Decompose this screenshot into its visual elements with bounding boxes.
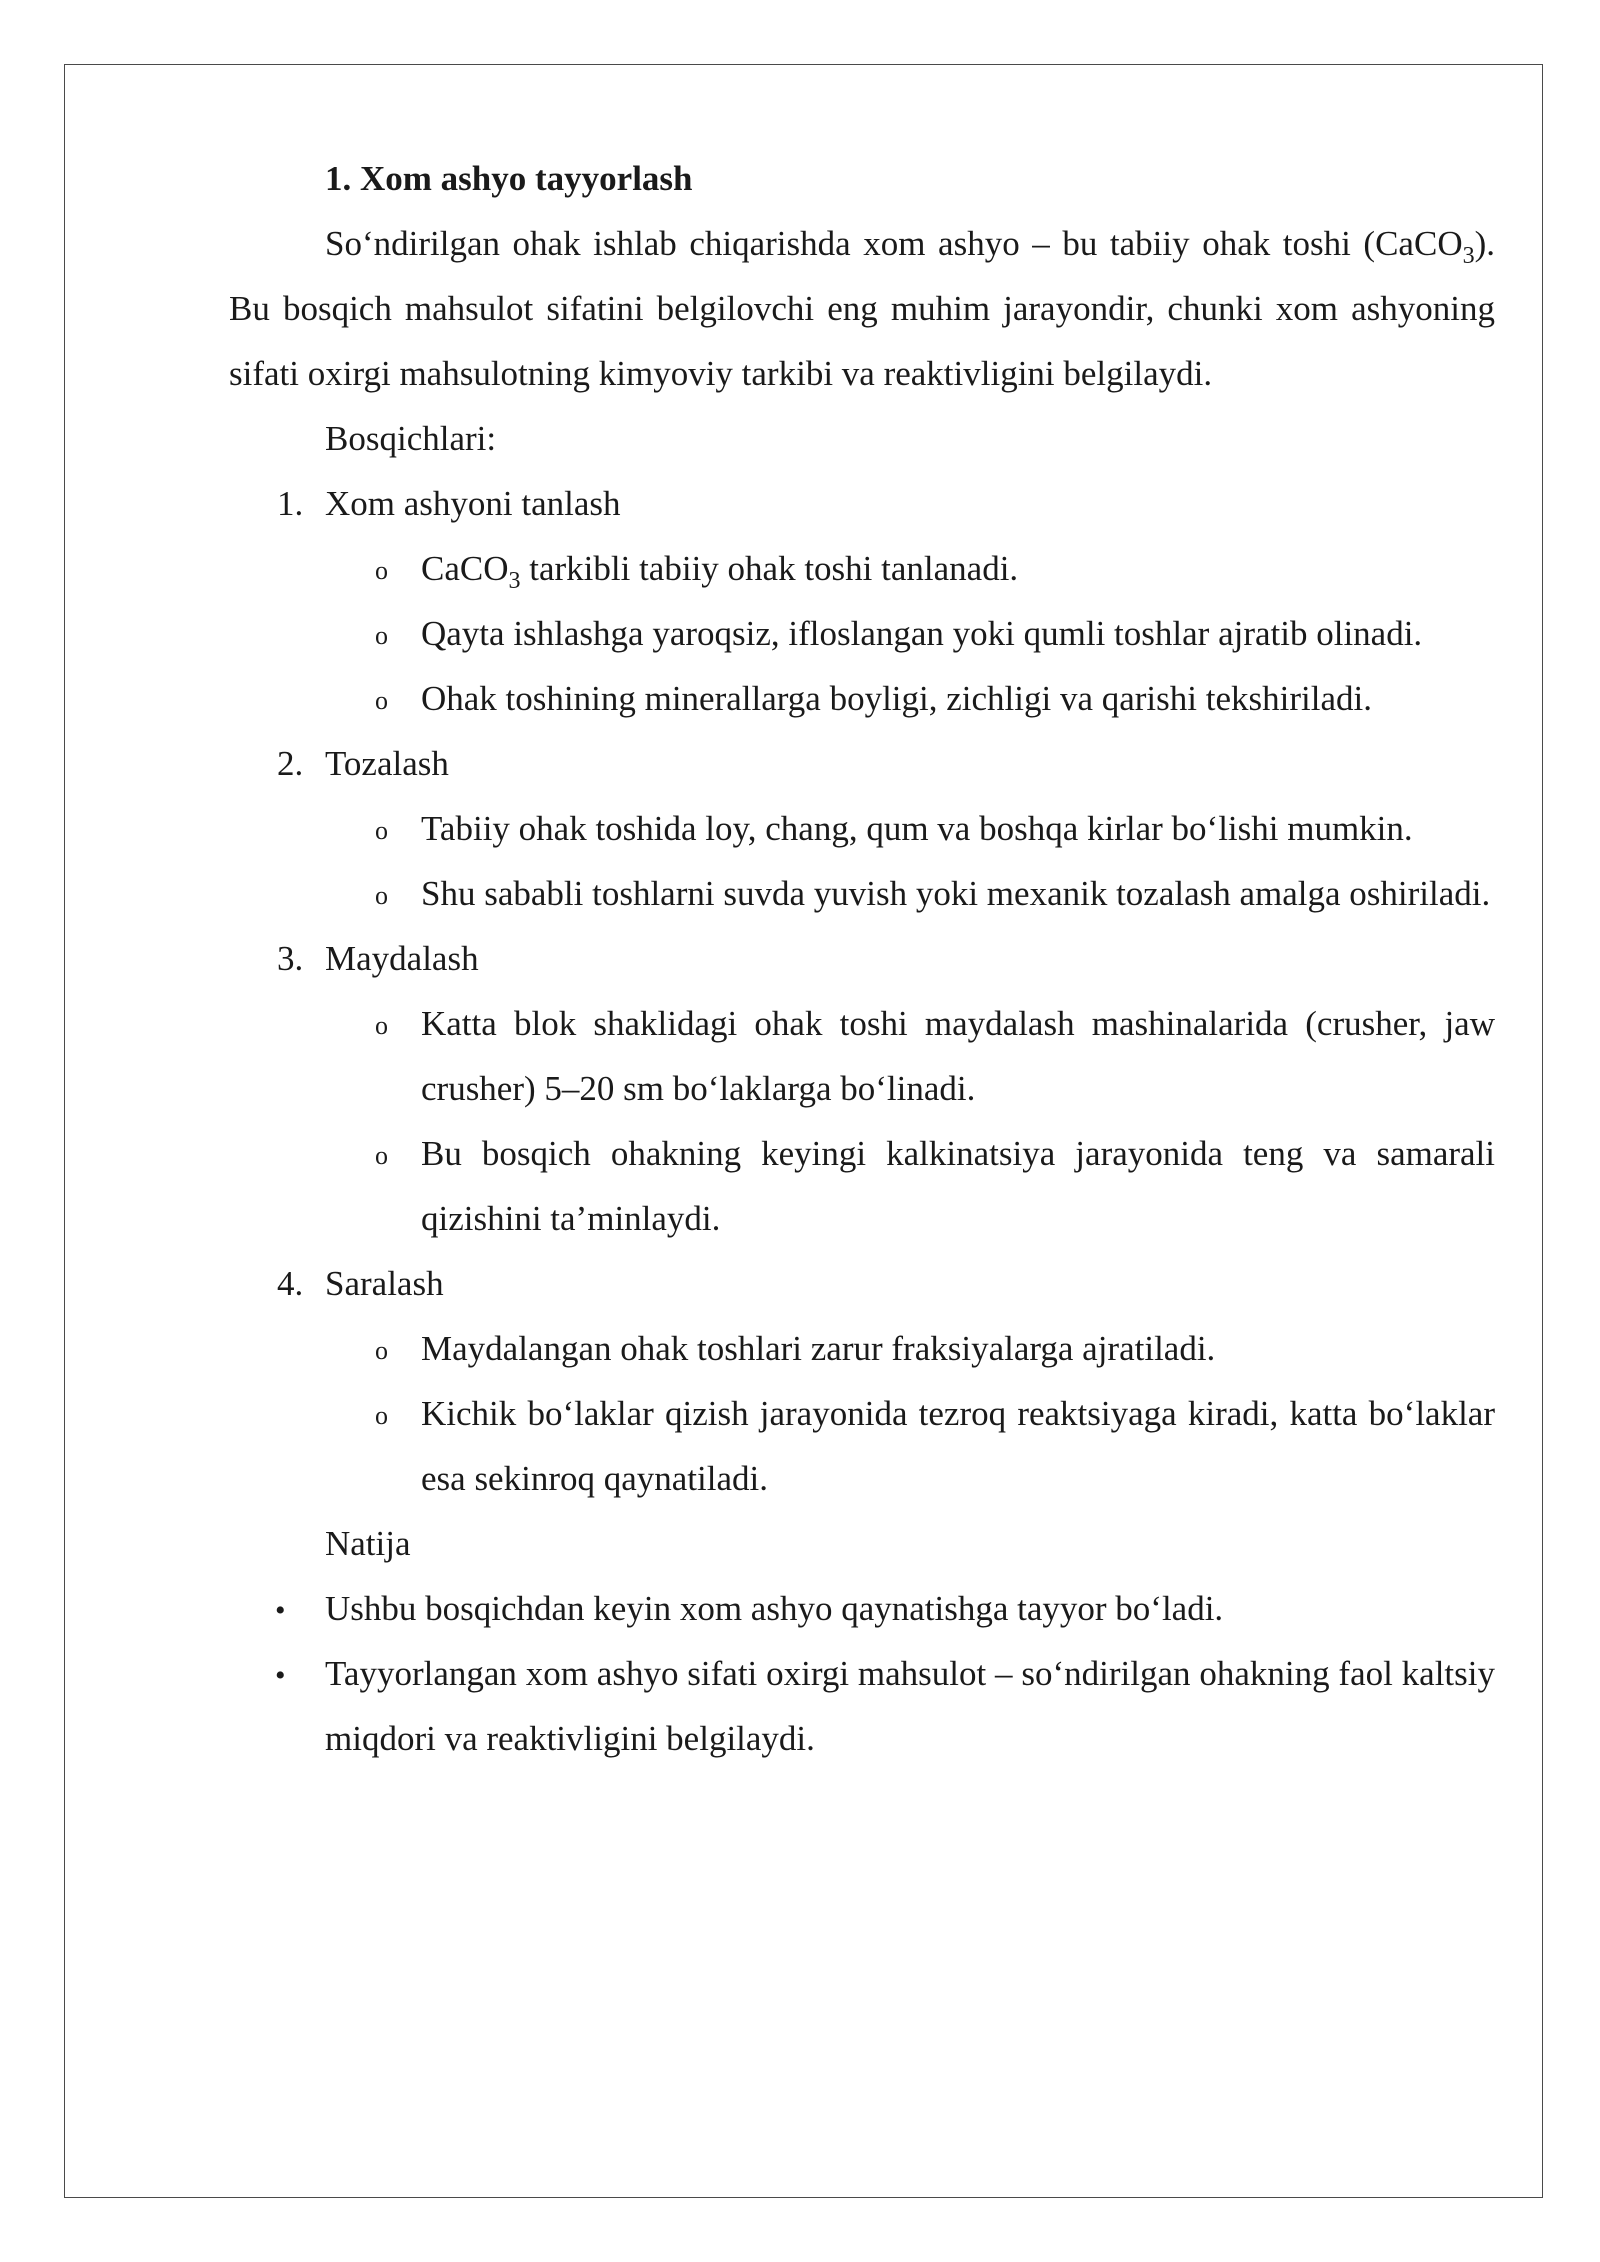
substep-item [229,1316,1495,1381]
substep-item [229,666,1495,731]
substep-text: Tabiiy ohak toshida loy, chang, qum va boshqa kirlar bo‘lishi mumkin. [421,809,1413,848]
step-title-row [229,1251,1495,1316]
section-heading: 1. Xom ashyo tayyorlash [325,159,693,198]
step-title-row [229,471,1495,536]
intro-text-part2: ). Bu bosqich mahsulot sifatini belgilovchi eng muhim jarayondir, chunki xom ashyoning sifati oxirgi mahsulotning kimyoviy tarkibi va reaktivligini belgilaydi. [229,224,1495,393]
substeps-list [229,796,1495,926]
intro-subscript: 3 [1462,243,1475,269]
document-body [229,146,1495,1771]
circle-bullet-icon: o [375,1336,388,1365]
substep-item [229,1381,1495,1511]
substep-text: Ohak toshining minerallarga boyligi, zichligi va qarishi tekshiriladi. [421,679,1372,718]
substep-text: Kichik bo‘laklar qizish jarayonida tezroq reaktsiyaga kiradi, katta bo‘laklar esa sekinroq qaynatiladi. [421,1394,1495,1498]
substeps-list [229,991,1495,1251]
step-title-row [229,731,1495,796]
circle-bullet-icon: o [375,1401,388,1430]
substep-item [229,991,1495,1121]
step-number: 1. [277,484,304,523]
step-item [229,1251,1495,1511]
substep-text: Katta blok shaklidagi ohak toshi maydalash mashinalarida (crusher, jaw crusher) 5–20 sm bo‘laklarga bo‘linadi. [421,1004,1495,1108]
dot-bullet-icon: • [275,1594,286,1627]
circle-bullet-icon: o [375,1141,388,1170]
step-title: Xom ashyoni tanlash [325,484,621,523]
substep-subscript: 3 [508,568,521,594]
substep-item [229,796,1495,861]
step-title: Maydalash [325,939,479,978]
substep-item [229,861,1495,926]
result-item [229,1576,1495,1641]
intro-paragraph [229,211,1495,406]
steps-list [229,471,1495,1511]
result-text: Tayyorlangan xom ashyo sifati oxirgi mahsulot – so‘ndirilgan ohakning faol kaltsiy miqdori va reaktivligini belgilaydi. [325,1654,1495,1758]
step-item [229,926,1495,1251]
circle-bullet-icon: o [375,881,388,910]
step-number: 3. [277,939,304,978]
step-item [229,731,1495,926]
circle-bullet-icon: o [375,686,388,715]
circle-bullet-icon: o [375,816,388,845]
substep-item [229,601,1495,666]
dot-bullet-icon: • [275,1659,286,1692]
substep-item [229,1121,1495,1251]
step-number: 4. [277,1264,304,1303]
steps-label: Bosqichlari: [325,419,497,458]
substep-text: Bu bosqich ohakning keyingi kalkinatsiya jarayonida teng va samarali qizishini ta’minlaydi. [421,1134,1495,1238]
substep-text: CaCO [421,549,509,588]
substep-item [229,536,1495,601]
results-list [229,1576,1495,1771]
substep-text-end: tarkibli tabiiy ohak toshi tanlanadi. [520,549,1019,588]
result-label: Natija [325,1524,411,1563]
substeps-list [229,1316,1495,1511]
circle-bullet-icon: o [375,556,388,585]
substep-text: Shu sababli toshlarni suvda yuvish yoki mexanik tozalash amalga oshiriladi. [421,874,1491,913]
step-title: Saralash [325,1264,444,1303]
step-number: 2. [277,744,304,783]
circle-bullet-icon: o [375,621,388,650]
step-item [229,471,1495,731]
substep-text: Qayta ishlashga yaroqsiz, ifloslangan yoki qumli toshlar ajratib olinadi. [421,614,1423,653]
step-title: Tozalash [325,744,449,783]
step-title-row [229,926,1495,991]
result-text: Ushbu bosqichdan keyin xom ashyo qaynatishga tayyor bo‘ladi. [325,1589,1224,1628]
circle-bullet-icon: o [375,1011,388,1040]
intro-text-part1: So‘ndirilgan ohak ishlab chiqarishda xom ashyo – bu tabiiy ohak toshi (CaCO [325,224,1463,263]
substep-text: Maydalangan ohak toshlari zarur fraksiyalarga ajratiladi. [421,1329,1216,1368]
result-item [229,1641,1495,1771]
substeps-list [229,536,1495,731]
